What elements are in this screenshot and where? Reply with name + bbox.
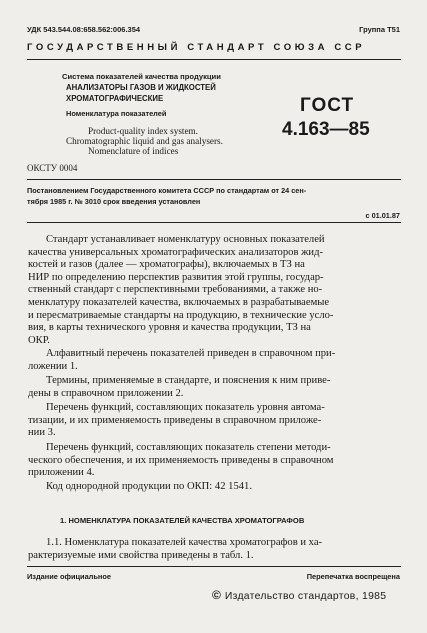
- publisher-name: Издательство стандартов, 1985: [224, 591, 387, 602]
- text-line: менклатуру показателей качества, включаемых в разрабатываемые: [28, 296, 330, 308]
- title-en-line1: Product-quality index system.: [88, 126, 198, 136]
- text-line: 1.1. Номенклатура показателей качества хроматографов и ха-: [46, 537, 323, 548]
- title-en-line2: Chromatographic liquid and gas analysers.: [66, 136, 223, 146]
- gost-number: 4.163—85: [282, 119, 370, 140]
- title-main-line2: ХРОМАТОГРАФИЧЕСКИЕ: [66, 94, 164, 103]
- paragraph-okp-code: [28, 481, 400, 494]
- paragraph-automation: [28, 402, 400, 440]
- text-line: рактеризуемые ими свойства приведены в табл. 1.: [28, 549, 254, 561]
- text-line: Алфавитный перечень показателей приведен в справочном при-: [46, 348, 336, 359]
- text-line: Перечень функций, составляющих показатель степени методи-: [46, 442, 331, 453]
- text-line: Стандарт устанавливает номенклатуру основных показателей: [46, 234, 325, 245]
- text-line: приложении 4.: [28, 467, 95, 479]
- text-line: Перечень функций, составляющих показатель уровня автома-: [46, 402, 325, 413]
- decree-line1: Постановлением Государственного комитета СССР по стандартам от 24 сен-: [27, 186, 307, 195]
- section-heading: 1. НОМЕНКЛАТУРА ПОКАЗАТЕЛЕЙ КАЧЕСТВА ХРОМАТОГРАФОВ: [60, 516, 305, 525]
- text-line: нии 3.: [28, 427, 56, 439]
- copyright-icon: ©: [212, 588, 221, 602]
- paragraph-intro: [28, 234, 400, 347]
- text-line: качества универсальных хроматографических анализаторов жид-: [28, 246, 323, 258]
- text-line: ложении 1.: [28, 360, 78, 372]
- text-line: ственный стандарт с перспективными требованиями, а также но-: [28, 284, 323, 296]
- decree-date: с 01.01.87: [365, 211, 400, 220]
- publisher-line: [212, 586, 386, 604]
- footer-rule: [27, 566, 401, 567]
- text-line: ческого обеспечения, и их применяемость приведены в справочном: [28, 454, 334, 466]
- text-line: ОКР.: [28, 334, 50, 346]
- title-rule: [27, 179, 401, 180]
- group-code: Группа Т51: [359, 25, 400, 34]
- text-line: НИР по определению перспектив развития этой группы, государ-: [28, 271, 324, 283]
- title-main-line1: АНАЛИЗАТОРЫ ГАЗОВ И ЖИДКОСТЕЙ: [66, 83, 216, 92]
- text-line: дены в справочном приложении 2.: [28, 387, 184, 399]
- text-line: Код однородной продукции по ОКП: 42 1541.: [46, 481, 252, 492]
- paragraph-terms: [28, 375, 400, 400]
- udk-code: УДК 543.544.08:658.562:006.354: [27, 25, 141, 34]
- text-line: Термины, применяемые в стандарте, и пояснения к ним приве-: [46, 375, 331, 386]
- paragraph-1-1: [28, 537, 400, 562]
- paragraph-alphabetic-list: [28, 348, 400, 373]
- text-line: тизации, и их применяемость приведены в справочном приложе-: [28, 414, 322, 426]
- text-line: костей и газов (далее — хроматографы), включаемых в ТЗ на: [28, 259, 305, 271]
- reprint-prohibited-label: Перепечатка воспрещена: [306, 572, 400, 581]
- header-rule: [27, 59, 401, 60]
- gost-label: ГОСТ: [300, 95, 355, 116]
- decree-rule: [27, 222, 401, 223]
- text-line: и пересматриваемые стандарты на продукцию, в технические усло-: [28, 309, 334, 321]
- title-en-line3: Nomenclature of indices: [88, 146, 179, 156]
- official-edition-label: Издание официальное: [27, 572, 112, 581]
- paragraph-methodical: [28, 442, 400, 480]
- decree-line2: тября 1985 г. № 3010 срок введения установлен: [27, 197, 201, 206]
- title-subtitle: Номенклатура показателей: [66, 109, 167, 118]
- state-standard-banner: ГОСУДАРСТВЕННЫЙ СТАНДАРТ СОЮЗА ССР: [27, 42, 366, 53]
- okstu-code: ОКСТУ 0004: [27, 163, 78, 173]
- title-system-line: Система показателей качества продукции: [62, 72, 221, 81]
- text-line: вия, в карты технического уровня и качества продукции, ТЗ на: [28, 322, 311, 334]
